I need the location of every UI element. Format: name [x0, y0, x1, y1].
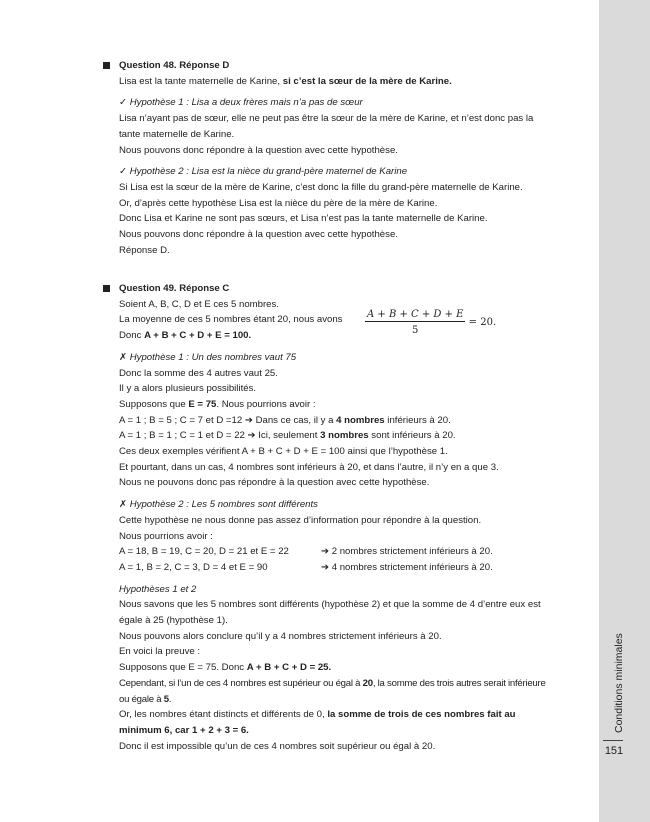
arrow-right-icon: ➔ [244, 414, 253, 426]
question-49 [119, 281, 551, 754]
q49-h1-line: Ces deux exemples vérifient A + B + C + D + E = 100 ainsi que l’hypothèse 1. [119, 446, 448, 458]
line-text: . [168, 693, 172, 705]
q49-intro-line: Soient A, B, C, D et E ces 5 nombres. [119, 298, 279, 310]
line-emphasis: la somme de trois de ces nombres fait au minimum 6, car 1 + 2 + 3 = 6. [119, 709, 516, 736]
formula-fraction [365, 309, 465, 337]
q48-hypothesis-2-line: Donc Lisa et Karine ne sont pas sœurs, et Lisa n’est pas la tante maternelle de Karine. [119, 213, 488, 225]
q49-both-line: Nous pouvons alors conclure qu’il y a 4 nombres strictement inférieurs à 20. [119, 630, 442, 642]
q48-hypothesis-1-conclusion: Nous pouvons donc répondre à la question avec cette hypothèse. [119, 144, 398, 156]
example-result-text: 4 nombres strictement inférieurs à 20. [329, 561, 493, 573]
q48-hypothesis-2-line: Or, d’après cette hypothèse Lisa est la nièce du père de la mère de Karine. [119, 197, 438, 209]
q48-hypothesis-1-text: Lisa n’ayant pas de sœur, elle ne peut pas être la sœur de la mère de Karine, et n’est donc pas la tante maternelle de Karine. [119, 113, 534, 140]
line-text: A = 1 ; B = 5 ; C = 7 et D =12 [119, 414, 245, 426]
q49-h1-line [119, 413, 551, 429]
q48-hypothesis-2-line: Nous pouvons donc répondre à la question avec cette hypothèse. [119, 229, 398, 241]
check-icon: ✓ [119, 166, 128, 178]
q49-hypothesis-1-title [119, 350, 551, 366]
square-bullet-icon [103, 285, 110, 292]
q48-hypothesis-1-title [119, 95, 551, 111]
hypothesis-title-text: Hypothèse 1 : Lisa a deux frères mais n’a pas de sœur [127, 97, 363, 109]
q49-both-line [119, 676, 551, 707]
q49-h2-example-row [119, 560, 551, 576]
line-text: Ici, seulement [255, 430, 321, 442]
line-text: sont inférieurs à 20. [368, 430, 456, 442]
statement-emphasis: si c’est la sœur de la mère de Karine. [282, 75, 452, 87]
q49-hypothesis-2-title [119, 497, 551, 513]
q48-answer: Réponse D. [119, 244, 170, 256]
line-emphasis: E = 75 [188, 398, 217, 410]
example-result [321, 560, 493, 576]
formula-denominator: 5 [412, 325, 419, 337]
formula-numerator: A + B + C + D + E [367, 309, 464, 321]
line-text: Or, les nombres étant distincts et différents de 0, [119, 709, 328, 721]
chapter-title: Conditions minimales [613, 633, 625, 733]
q49-both-hypotheses-title: Hypothèses 1 et 2 [119, 583, 197, 595]
q49-h1-line [119, 428, 551, 444]
line-emphasis: 4 nombres [336, 414, 385, 426]
arrow-right-icon: ➔ [321, 561, 330, 573]
example-values: A = 18, B = 19, C = 20, D = 21 et E = 22 [119, 546, 289, 558]
intro-text: Donc [119, 330, 145, 342]
statement-text: Lisa est la tante maternelle de Karine, [119, 75, 283, 87]
example-result [321, 544, 493, 560]
line-text: Supposons que E = 75. Donc [119, 662, 247, 674]
q49-both-line: Nous savons que les 5 nombres sont différents (hypothèse 2) et que la somme de 4 d’entre eux est égale à 25 (hypothèse 1). [119, 599, 541, 627]
arrow-right-icon: ➔ [247, 430, 256, 442]
line-emphasis: 5 [163, 693, 169, 705]
q49-both-line [119, 707, 551, 738]
line-text: Dans ce cas, il y a [252, 414, 337, 426]
q49-h1-line: Et pourtant, dans un cas, 4 nombres sont inférieurs à 20, et dans l’autre, il n’y en a que 3. [119, 461, 499, 473]
example-values: A = 1, B = 2, C = 3, D = 4 et E = 90 [119, 561, 268, 573]
example-result-text: 2 nombres strictement inférieurs à 20. [329, 546, 493, 558]
q48-hypothesis-2-title [119, 164, 551, 180]
hypothesis-title-text: Hypothèse 2 : Les 5 nombres sont différents [127, 499, 318, 511]
page-number: 151 [604, 745, 624, 757]
q48-hypothesis-2-line: Si Lisa est la sœur de la mère de Karine, c’est donc la fille du grand-père maternelle de Karine. [119, 181, 523, 193]
question-48-statement [119, 74, 551, 90]
hypothesis-title-text: Hypothèse 2 : Lisa est la nièce du grand-père maternel de Karine [127, 166, 408, 178]
arrow-right-icon: ➔ [321, 546, 330, 558]
q49-h1-line [119, 397, 551, 413]
q49-both-line [119, 660, 551, 676]
intro-emphasis: A + B + C + D + E = 100. [144, 330, 252, 342]
q49-h2-example-row [119, 544, 551, 560]
mean-formula [365, 309, 496, 337]
check-icon: ✓ [119, 97, 128, 109]
line-text: . Nous pourrions avoir : [216, 398, 316, 410]
question-48-heading: Question 48. Réponse D [119, 60, 230, 71]
line-text: inférieurs à 20. [384, 414, 451, 426]
cross-icon: ✗ [119, 499, 128, 511]
q49-h1-line: Il y a alors plusieurs possibilités. [119, 383, 257, 395]
q49-h1-line: Donc la somme des 4 autres vaut 25. [119, 367, 278, 379]
q49-h2-line: Nous pourrions avoir : [119, 530, 213, 542]
formula-result: = 20. [468, 317, 497, 329]
line-text: , la somme des trois autres serait inférieure ou égale à [119, 677, 546, 705]
cross-icon: ✗ [119, 351, 128, 363]
line-text: Cependant, si l’un de ces 4 nombres est supérieur ou égal à [119, 677, 363, 689]
q49-h1-line: Nous ne pouvons donc pas répondre à la question avec cette hypothèse. [119, 477, 430, 489]
intro-text: La moyenne de ces 5 nombres étant 20, nous avons [119, 314, 343, 326]
square-bullet-icon [103, 62, 110, 69]
q49-h2-line: Cette hypothèse ne nous donne pas assez d’information pour répondre à la question. [119, 514, 482, 526]
q49-both-line: En voici la preuve : [119, 646, 201, 658]
line-text: Supposons que [119, 398, 189, 410]
page-number-rule [603, 740, 623, 741]
line-emphasis: 3 nombres [320, 430, 369, 442]
hypothesis-title-text: Hypothèse 1 : Un des nombres vaut 75 [127, 351, 297, 363]
line-emphasis: A + B + C + D = 25. [246, 662, 332, 674]
line-emphasis: 20 [362, 677, 373, 689]
line-text: A = 1 ; B = 1 ; C = 1 et D = 22 [119, 430, 248, 442]
q49-both-line: Donc il est impossible qu’un de ces 4 nombres soit supérieur ou égal à 20. [119, 740, 436, 752]
question-48 [119, 58, 551, 258]
question-49-heading: Question 49. Réponse C [119, 283, 230, 294]
